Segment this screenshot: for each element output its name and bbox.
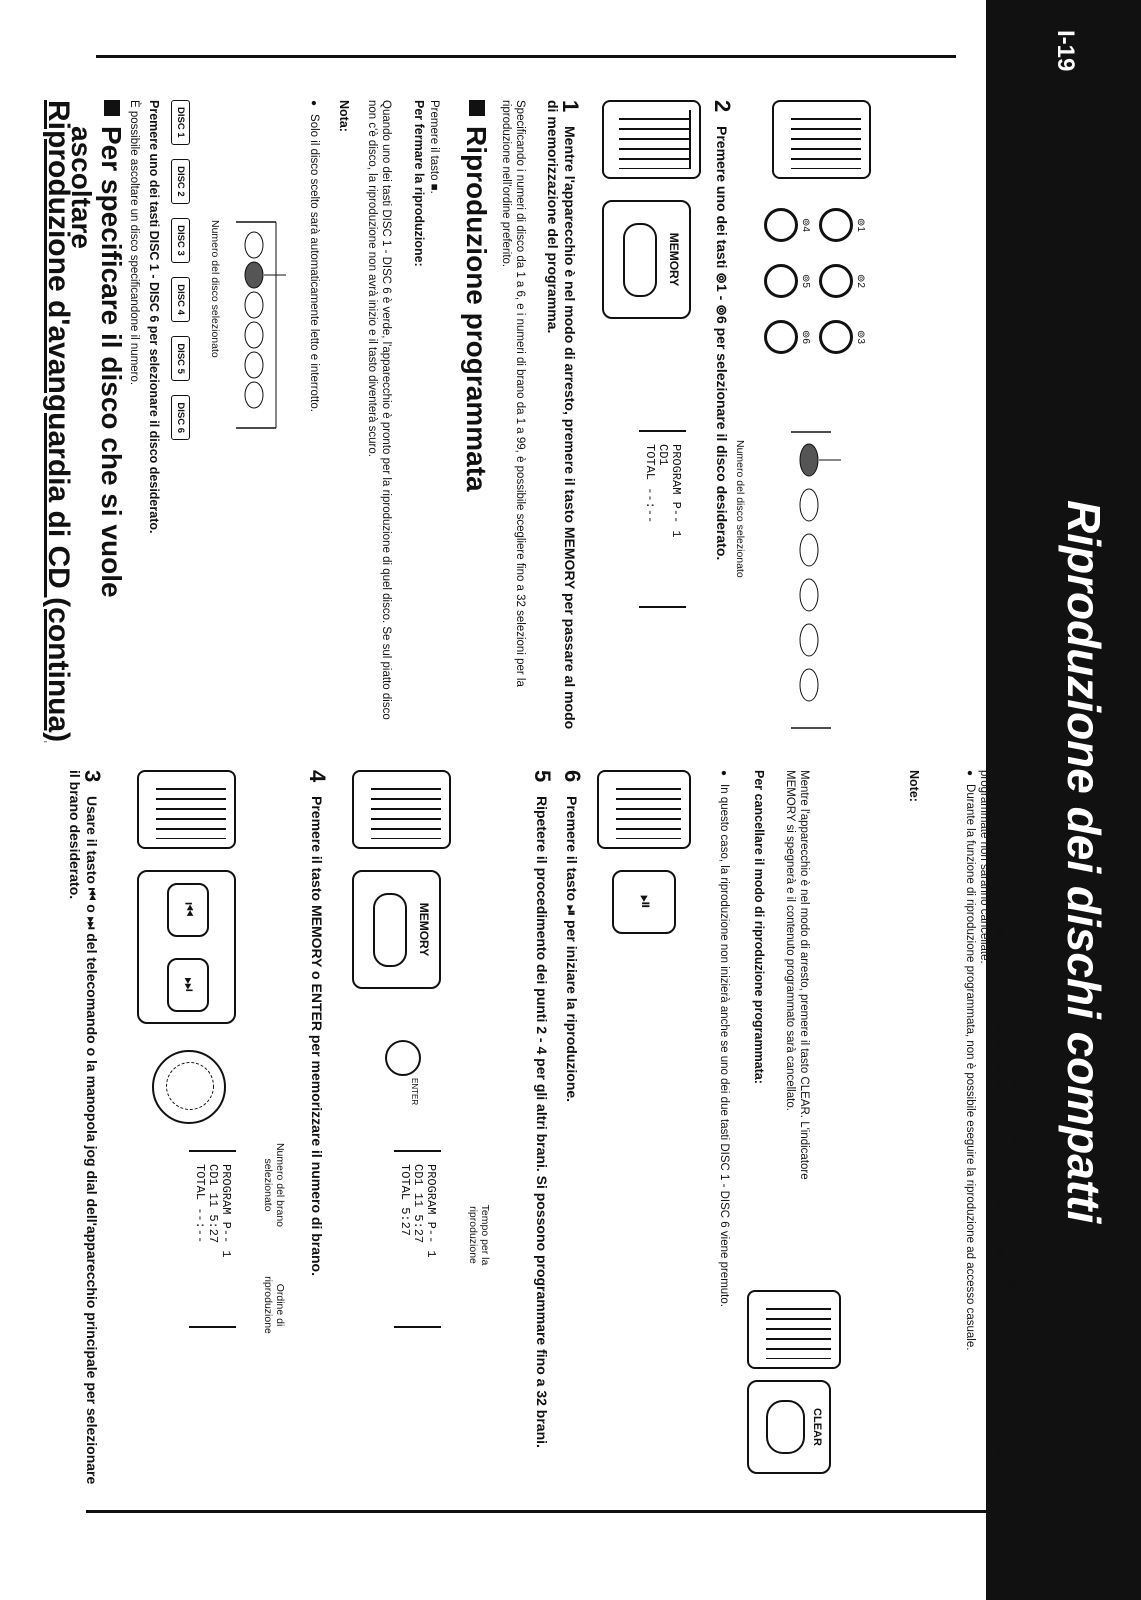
play-pause-button[interactable] bbox=[612, 870, 676, 934]
note-item: ● Anche se si preme il tasto ON/STAND-BY per passare al modo stand-by o per cambiare dalla funzione CD a un altra funzione, le selezioni programmate non saranno cancellate. bbox=[977, 770, 1006, 1490]
remote-control-illustration bbox=[602, 100, 701, 179]
caption-selected-track: Numero del brano selezionato bbox=[262, 1142, 286, 1228]
page-number: I-19 bbox=[1052, 30, 1079, 72]
section2-heading: Riproduzione programmata bbox=[461, 100, 491, 492]
skip-buttons-illustration bbox=[137, 870, 236, 1024]
skip-back-button[interactable]: ⏮ bbox=[167, 883, 209, 937]
jog-dial[interactable] bbox=[152, 1050, 226, 1124]
square-bullet-icon bbox=[469, 100, 485, 116]
stop-text: Premere il tasto ■. bbox=[428, 100, 440, 194]
note-item: ● L'apertura di un piatto disco dei dischi programmati, cancellerà automaticamente la sequenza programmata. bbox=[1006, 770, 1021, 1490]
cancel-label: Per cancellare il modo di riproduzione programmata: bbox=[752, 770, 766, 1084]
disc-3-button[interactable]: DISC 3 bbox=[171, 218, 190, 263]
remote-control-illustration-4 bbox=[352, 770, 451, 849]
disc-key-2[interactable] bbox=[819, 264, 853, 298]
square-bullet-icon bbox=[104, 100, 120, 116]
right-rule bbox=[86, 1510, 1096, 1513]
disc-2-button[interactable]: DISC 2 bbox=[171, 159, 190, 204]
step-6: 6Premere il tasto ⏯ per iniziare la riproduzione. bbox=[560, 770, 585, 1103]
memory-button-illustration-2: MEMORY bbox=[352, 870, 441, 989]
disc-5-button[interactable]: DISC 5 bbox=[171, 336, 190, 381]
caption-play-time: Tempo per la riproduzione bbox=[467, 1204, 491, 1266]
memory-button-illustration bbox=[602, 200, 691, 319]
remote-control-illustration-6 bbox=[747, 1290, 841, 1369]
disc-tray-display-icon-2 bbox=[781, 430, 841, 730]
section1-instruction: Premere uno dei tasti DISC 1 - DISC 6 per selezionare il disco desiderato. bbox=[147, 100, 161, 534]
program-display-1: PROGRAM P-- 1 CD1 TOTAL --:-- bbox=[639, 430, 686, 608]
section1-heading: Per specificare il disco che si vuole ascoltare bbox=[66, 100, 126, 600]
disc-6-button[interactable]: DISC 6 bbox=[171, 395, 190, 440]
program-display-4: PROGRAM P-- 1 CD1 11 5:27 TOTAL 5:27 bbox=[394, 1150, 441, 1328]
skip-forward-button[interactable]: ⏭ bbox=[167, 958, 209, 1012]
disc-tray-display-icon bbox=[226, 220, 286, 430]
enter-button[interactable] bbox=[385, 1040, 421, 1076]
disc-key-4[interactable] bbox=[764, 208, 798, 242]
memory-button-2[interactable] bbox=[373, 893, 407, 967]
caption-play-order: Ordine di riproduzione bbox=[262, 1276, 286, 1334]
disc-key-1[interactable] bbox=[819, 208, 853, 242]
clear-label: CLEAR bbox=[811, 1408, 823, 1446]
program-display-3: PROGRAM P-- 1 CD1 11 5:27 TOTAL --:-- bbox=[189, 1150, 236, 1328]
section1-intro: È possibile ascoltare un disco specificandone il numero. bbox=[128, 100, 140, 386]
page-title-text: Riproduzione d'avanguardia di CD (continua) bbox=[42, 100, 75, 743]
step-2: 2Premere uno dei tasti ⊚1 - ⊚6 per selezionare il disco desiderato. bbox=[710, 100, 735, 561]
nota-text: Quando uno dei tasti DISC 1 - DISC 6 è verde, l'apparecchio è pronto per la riproduzione di quel disco. Se sul piatto disco non c'è disco, la riproduzione non avrà inizio e il tasto diventerà scuro. bbox=[366, 100, 392, 720]
remote-control-illustration-2 bbox=[772, 100, 871, 179]
note-label: Note: bbox=[907, 770, 921, 802]
enter-label: ENTER bbox=[410, 1078, 419, 1106]
play-pause-icon: ⏯ bbox=[636, 894, 656, 910]
cancel-text: Mentre l'apparecchio è nel modo di arresto, premere il tasto CLEAR. L'indicatore MEMORY si spegnerà e il contenuto programmato sarà cancellato. bbox=[784, 770, 810, 1180]
chapter-title: Riproduzione dei dischi compatti bbox=[1058, 500, 1110, 1224]
step-5: 5Ripetere il procedimento dei punti 2 - 4 per gli altri brani. Si possono programmare fino a 32 brani. bbox=[530, 770, 555, 1448]
left-rule bbox=[96, 55, 956, 58]
memory-label: MEMORY bbox=[667, 232, 681, 287]
step-3: 3Usare il tasto ⏮ o ⏭ del telecomando o la manopola jog dial dell'apparecchio principale per selezionare il brano desiderato. bbox=[67, 770, 105, 1485]
nota-label: Nota: bbox=[337, 100, 351, 132]
clear-button[interactable] bbox=[766, 1400, 805, 1454]
disc-key-6[interactable] bbox=[764, 320, 798, 354]
memory-button[interactable] bbox=[623, 223, 657, 297]
disc-key-3[interactable] bbox=[819, 320, 853, 354]
stop-label: Per fermare la riproduzione: bbox=[412, 100, 426, 267]
disc-key-5[interactable] bbox=[764, 264, 798, 298]
disc-keys-grid: ⊚1 ⊚2 ⊚3 ⊚4 ⊚5 ⊚6 bbox=[766, 200, 866, 370]
section1-bullet: ● Solo il disco scelto sarà automaticamente letto e interrotto. bbox=[306, 100, 321, 660]
remote-control-illustration-3 bbox=[137, 770, 236, 849]
section1-caption: Numero del disco selezionato bbox=[209, 220, 221, 358]
remote-control-illustration-5 bbox=[597, 770, 691, 849]
disc-buttons-row bbox=[171, 100, 191, 450]
disc-1-button[interactable]: DISC 1 bbox=[171, 100, 190, 145]
step-4: 4Premere il tasto MEMORY o ENTER per memorizzare il numero di brano. bbox=[305, 770, 330, 1276]
step6-bullet: ● In questo caso, la riproduzione non inizierà anche se uno dei due tasti DISC 1 - DISC 6 viene premuto. bbox=[716, 770, 731, 1490]
section2-intro: Specificando i numeri di disco da 1 a 6, e i numeri di brano da 1 a 99, è possibile scegliere fino a 32 selezioni per la riproduzione nell'ordine preferito. bbox=[500, 100, 526, 687]
notes-list bbox=[962, 770, 1021, 1490]
clear-button-illustration bbox=[747, 1380, 831, 1474]
disc-4-button[interactable]: DISC 4 bbox=[171, 277, 190, 322]
note-item: ● Durante la funzione di riproduzione programmata, non è possibile eseguire la riproduzione ad accesso casuale. bbox=[962, 770, 977, 1490]
step2-caption: Numero del disco selezionato bbox=[734, 440, 746, 578]
step-1: 1Mentre l'apparecchio è nel modo di arresto, premere il tasto MEMORY per passare al modo di memorizzazione del programma. bbox=[545, 100, 583, 730]
